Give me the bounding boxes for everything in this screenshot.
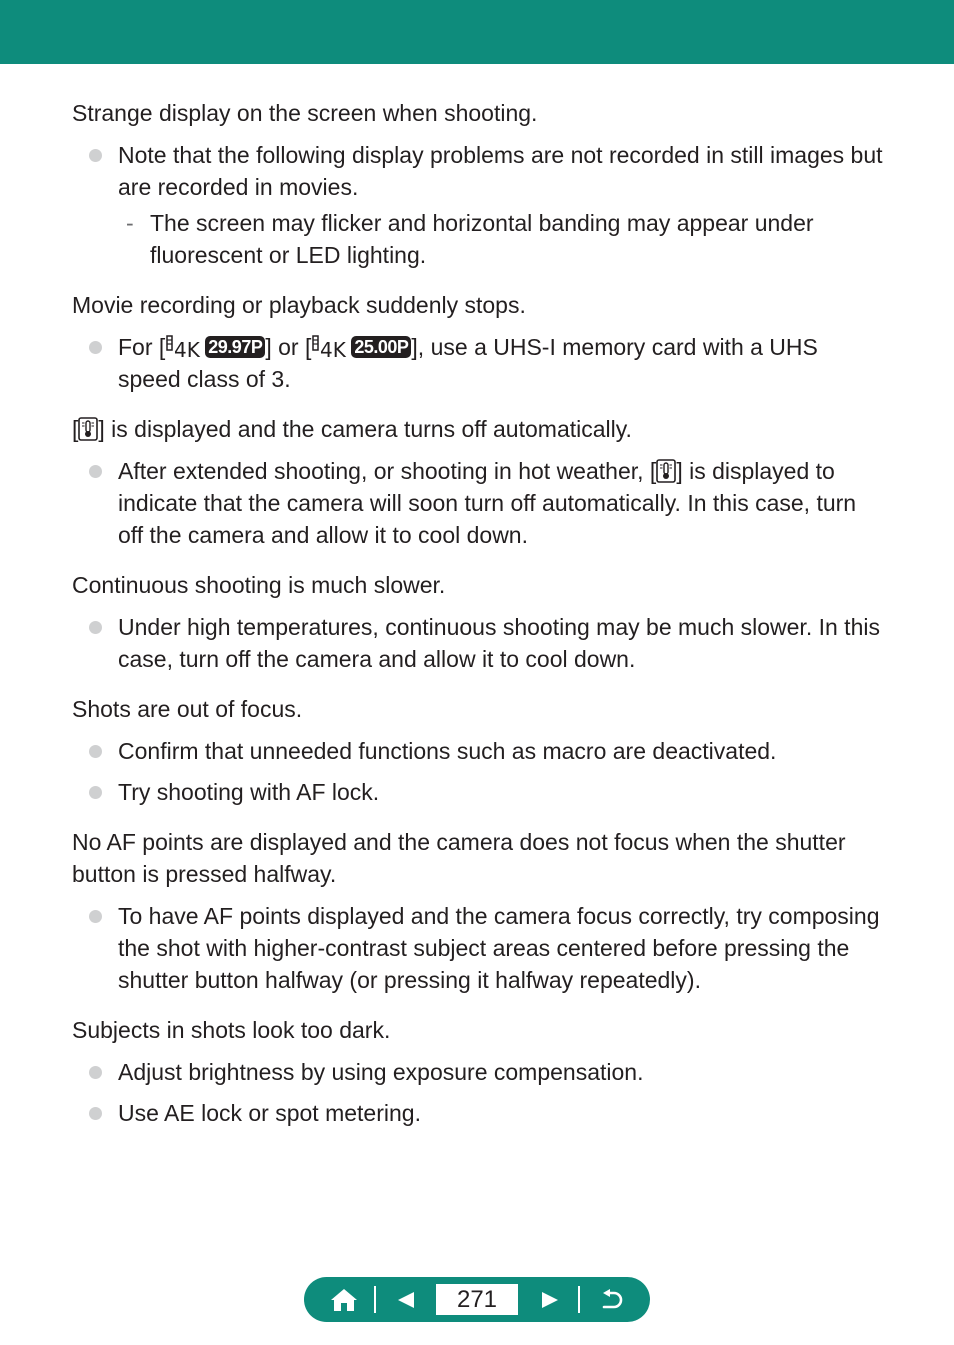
movie-4k-icon (312, 334, 350, 360)
svg-text:4K: 4K (174, 338, 201, 360)
list-item-text: Try shooting with AF lock. (118, 779, 380, 805)
section-heading: Subjects in shots look too dark. (72, 1017, 391, 1043)
dash-marker: - (126, 210, 134, 236)
back-return-icon (599, 1288, 625, 1312)
section-continuous-shooting (72, 569, 884, 675)
prev-arrow-icon (396, 1290, 416, 1310)
page-navigation-bar (304, 1277, 650, 1322)
header-bar (0, 0, 954, 64)
next-page-button[interactable] (528, 1277, 572, 1322)
frame-rate-badge: 29.97P (205, 336, 265, 358)
svg-text:4K: 4K (320, 338, 347, 360)
section-heading: Strange display on the screen when shooting. (72, 100, 538, 126)
list-item (72, 1056, 884, 1088)
list-item (72, 331, 884, 395)
section-heading: Shots are out of focus. (72, 696, 303, 722)
list-item (72, 1097, 884, 1129)
home-button[interactable] (322, 1277, 366, 1322)
section-heading (72, 413, 884, 445)
list-item-text: ], use a UHS-I memory card with a UHS speed class of 3. (118, 334, 818, 392)
next-arrow-icon (540, 1290, 560, 1310)
home-icon (330, 1287, 358, 1313)
sub-list-item-text: The screen may flicker and horizontal banding may appear under fluorescent or LED lighting. (150, 210, 814, 268)
list-item-text: After extended shooting, or shooting in hot weather, [ (118, 458, 657, 484)
section-strange-display (72, 97, 884, 271)
troubleshooting-content (72, 97, 884, 1147)
heading-text: ] is displayed and the camera turns off automatically. (98, 416, 632, 442)
nav-divider (578, 1286, 580, 1313)
temperature-warning-icon (656, 459, 676, 483)
list-item-text: Note that the following display problems are not recorded in still images but are recorded in movies. (118, 142, 883, 200)
list-item-text: ] is displayed to indicate that the camera will soon turn off automatically. In this case, turn off the camera and allow it to cool down. (118, 458, 857, 548)
list-item-text: Use AE lock or spot metering. (118, 1100, 421, 1126)
list-item (72, 776, 884, 808)
list-item (72, 611, 884, 675)
list-item-text: ] or [ (265, 334, 312, 360)
list-item (72, 139, 884, 271)
section-heading: Movie recording or playback suddenly stops. (72, 292, 526, 318)
back-button[interactable] (590, 1277, 634, 1322)
section-too-dark (72, 1014, 884, 1129)
section-temperature-warning (72, 413, 884, 551)
list-item-text: Under high temperatures, continuous shooting may be much slower. In this case, turn off the camera and allow it to cool down. (118, 614, 880, 672)
list-item-text: For [ (118, 334, 166, 360)
frame-rate-badge: 25.00P (351, 336, 411, 358)
page-number: 271 (436, 1284, 518, 1315)
temperature-warning-icon (78, 417, 98, 441)
list-item-text: To have AF points displayed and the camera focus correctly, try composing the shot with higher-contrast subject areas centered before pressing the shutter button halfway (or pressing it halfway repeatedly). (118, 903, 880, 993)
list-item-text: Adjust brightness by using exposure compensation. (118, 1059, 644, 1085)
list-item (72, 900, 884, 996)
heading-text: [ (72, 416, 79, 442)
list-item-text: Confirm that unneeded functions such as macro are deactivated. (118, 738, 777, 764)
section-heading: No AF points are displayed and the camera does not focus when the shutter button is pressed halfway. (72, 829, 846, 887)
section-heading: Continuous shooting is much slower. (72, 572, 446, 598)
movie-4k-icon (166, 334, 204, 360)
section-no-af-points (72, 826, 884, 996)
sub-list-item (118, 207, 884, 271)
list-item (72, 735, 884, 767)
previous-page-button[interactable] (384, 1277, 428, 1322)
section-out-of-focus (72, 693, 884, 808)
nav-divider (374, 1286, 376, 1313)
section-movie-stops (72, 289, 884, 395)
list-item (72, 455, 884, 551)
